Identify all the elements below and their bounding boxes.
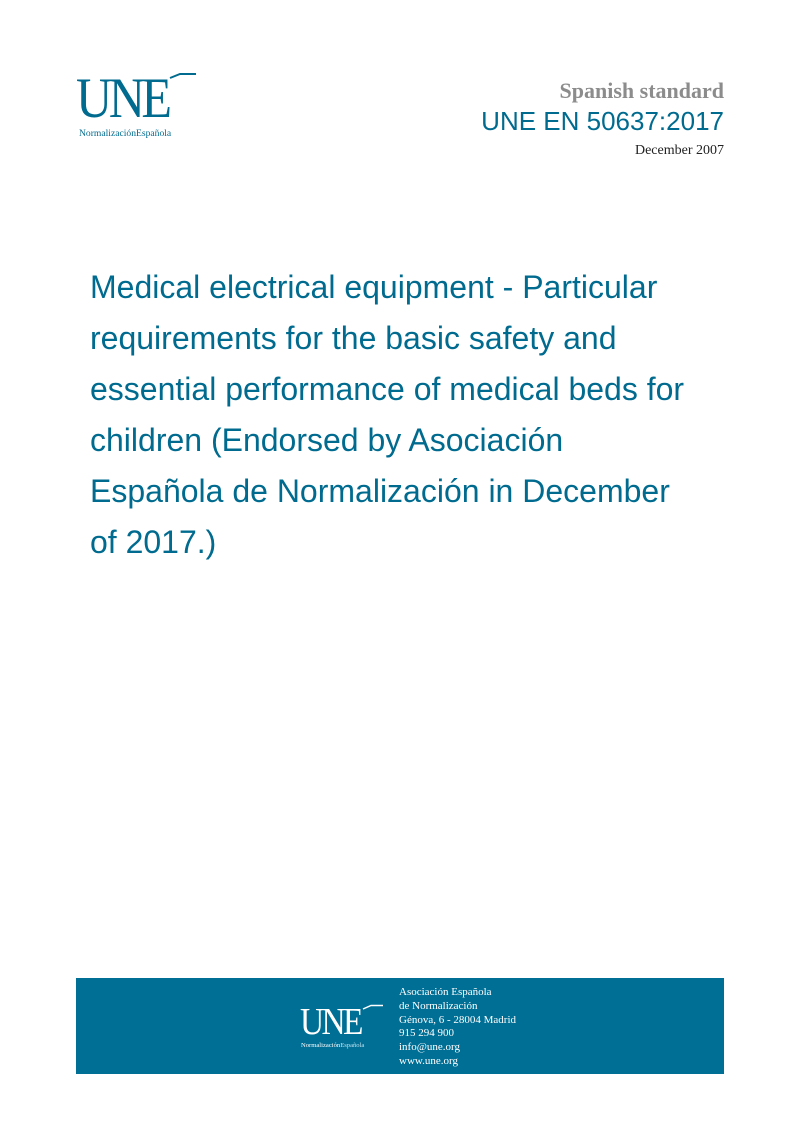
logo-accent-mark (168, 72, 198, 80)
document-title: Medical electrical equipment - Particular requirements for the basic safety and essential performance of medical beds for children (Endorsed by Asociación Española de Normalización in December of 2017.) (90, 269, 685, 560)
footer-banner (76, 978, 724, 1074)
footer-phone: 915 294 900 (399, 1027, 454, 1040)
footer-logo-accent-mark (362, 1004, 384, 1010)
footer-website[interactable]: www.une.org (399, 1054, 458, 1067)
footer-logo-subtitle: NormalizaciónEspañola (301, 1042, 365, 1049)
footer-email[interactable]: info@une.org (399, 1041, 460, 1054)
logo-subtitle: NormalizaciónEspañola (79, 128, 172, 139)
logo-wordmark: UNE (76, 67, 169, 130)
footer-org-line1: Asociación Española (399, 986, 492, 998)
une-logo (76, 67, 196, 145)
standard-date: December 2007 (634, 143, 724, 158)
footer-org-line2: de Normalización (399, 999, 478, 1012)
footer-address: Génova, 6 - 28004 Madrid (399, 1013, 517, 1026)
standard-header (481, 78, 724, 160)
footer-logo (300, 1003, 380, 1051)
footer-logo-wordmark: UNE (300, 1001, 361, 1043)
standard-label: Spanish standard (559, 78, 724, 103)
standard-code: UNE EN 50637:2017 (481, 106, 724, 136)
footer-contact (399, 986, 516, 1069)
